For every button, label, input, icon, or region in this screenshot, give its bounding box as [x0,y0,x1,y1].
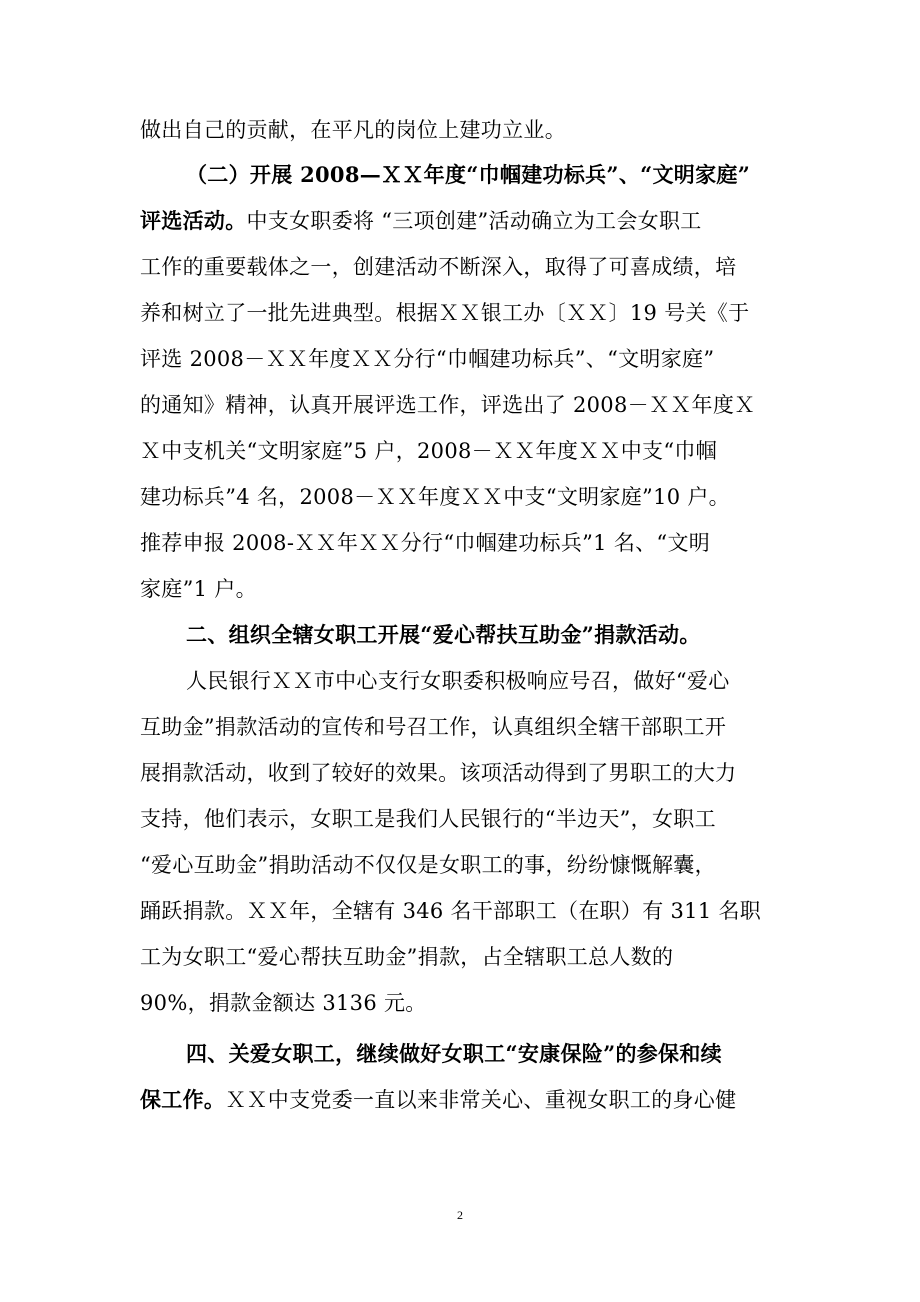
page-number: 2 [457,1208,463,1222]
text-line: 做出自己的贡献，在平凡的岗位上建功立业。 [140,118,566,142]
text-line: 家庭”1 户。 [140,577,257,601]
bold-lead-phrase: 评选活动。 [140,208,247,233]
text-line: 互助金”捐款活动的宣传和号召工作，认真组织全辖干部职工开 [140,715,727,739]
text-line: 的通知》精神，认真开展评选工作，评选出了 2008－ＸＸ年度Ｘ [140,393,756,417]
text-line: 工为女职工“爱心帮扶互助金”捐款，占全辖职工总人数的 [140,945,674,969]
text-line: 踊跃捐款。ＸＸ年，全辖有 346 名干部职工（在职）有 311 名职 [140,899,762,923]
text-segment: ＸＸ中支党委一直以来非常关心、重视女职工的身心健 [225,1088,737,1112]
text-segment: 中支女职委将 “三项创建”活动确立为工会女职工 [246,209,702,233]
text-line: 工作的重要载体之一，创建活动不断深入，取得了可喜成绩，培 [140,255,737,279]
text-line: 二、组织全辖女职工开展“爱心帮扶互助金”捐款活动。 [186,622,701,647]
text-line: Ｘ中支机关“文明家庭”5 户，2008－ＸＸ年度ＸＸ中支“巾帼 [140,439,717,463]
bold-lead-phrase: 保工作。 [140,1087,226,1112]
text-line: 四、关爱女职工，继续做好女职工“安康保险”的参保和续 [186,1041,722,1066]
text-line [140,1087,736,1113]
text-line: 养和树立了一批先进典型。根据ＸＸ银工办〔ＸＸ〕19 号关《于 [140,301,750,325]
text-line: 人民银行ＸＸ市中心支行女职委积极响应号召，做好“爱心 [186,669,730,693]
text-line: 推荐申报 2008-ＸＸ年ＸＸ分行“巾帼建功标兵”1 名、“文明 [140,531,711,555]
text-line: 90%，捐款金额达 3136 元。 [140,991,427,1015]
text-line: 评选 2008－ＸＸ年度ＸＸ分行“巾帼建功标兵”、“文明家庭” [140,347,715,371]
text-line: 建功标兵”4 名，2008－ＸＸ年度ＸＸ中支“文明家庭”10 户。 [140,485,730,509]
text-line: （二）开展 2008—ＸＸ年度“巾帼建功标兵”、“文明家庭” [186,162,751,187]
text-line [140,208,702,234]
text-line: “爱心互助金”捐助活动不仅仅是女职工的事，纷纷慷慨解囊， [140,853,716,877]
text-line: 展捐款活动，收到了较好的效果。该项活动得到了男职工的大力 [140,761,737,785]
text-line: 支持，他们表示，女职工是我们人民银行的“半边天”，女职工 [140,807,716,831]
